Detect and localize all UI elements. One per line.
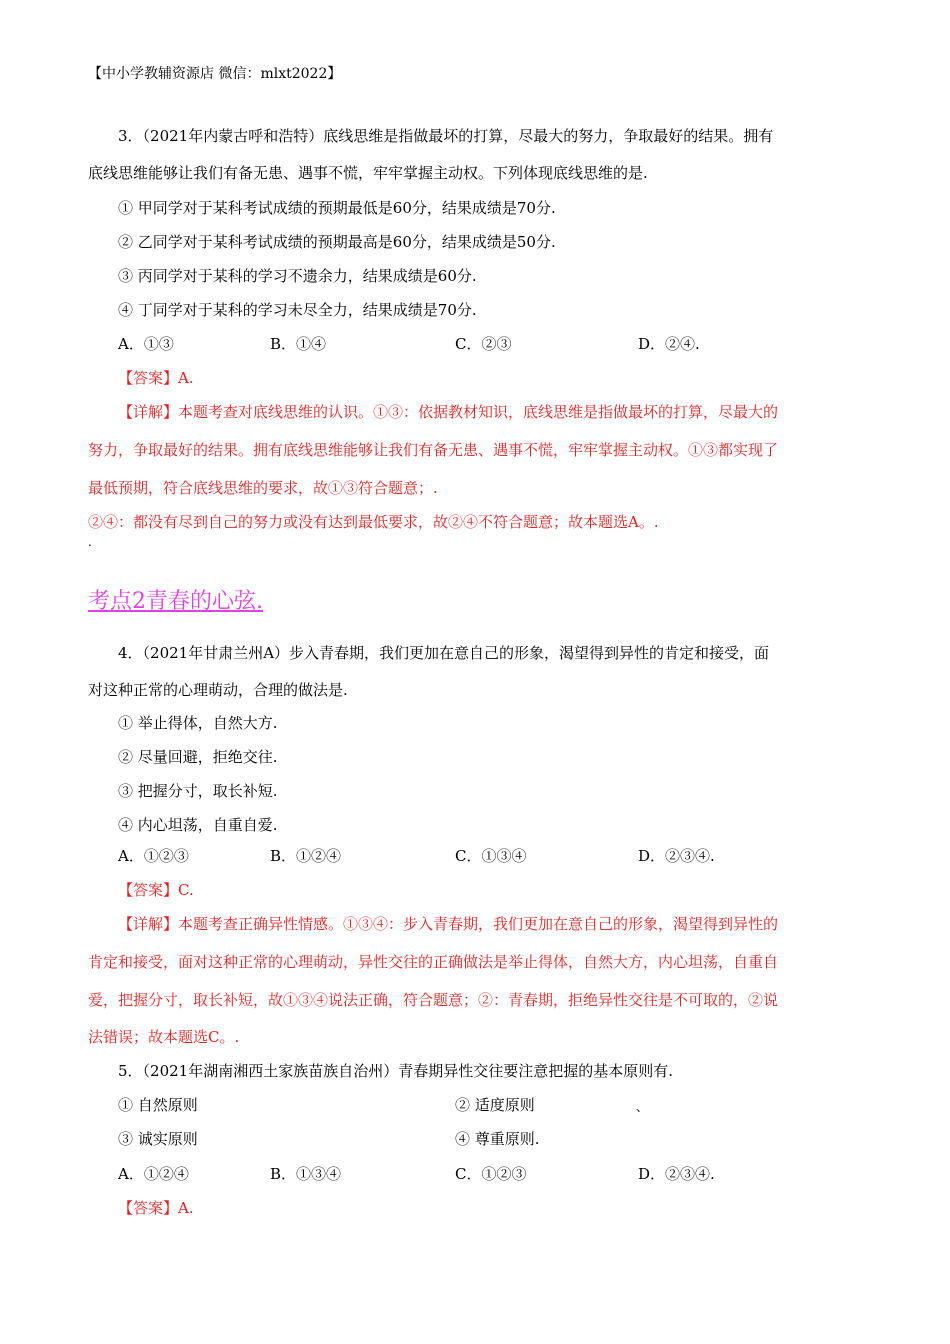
q5-option-a: A．①②④	[118, 1165, 189, 1183]
q3-item-1: ① 甲同学对于某科考试成绩的预期最低是60分，结果成绩是70分.	[118, 199, 556, 217]
q3-item-2: ② 乙同学对于某科考试成绩的预期最高是60分，结果成绩是50分.	[118, 233, 556, 251]
q5-mark: 、	[636, 1100, 649, 1114]
q4-stem-line-2: 对这种正常的心理萌动，合理的做法是.	[88, 681, 348, 699]
header-banner: 【中小学教辅资源店 微信：mlxt2022】	[88, 66, 342, 82]
q5-item-2: ② 适度原则	[455, 1096, 535, 1114]
q3-item-4: ④ 丁同学对于某科的学习未尽全力，结果成绩是70分.	[118, 301, 477, 319]
q4-item-4: ④ 内心坦荡，自重自爱.	[118, 816, 278, 834]
q4-item-2: ② 尽量回避，拒绝交往.	[118, 748, 278, 766]
q3-detail-line-2: 努力，争取最好的结果。拥有底线思维能够让我们有备无患、遇事不慌，牢牢掌握主动权。①③都实现了	[88, 441, 779, 459]
q3-option-d: D．②④.	[638, 335, 700, 353]
q4-detail-line-1: 【详解】本题考查正确异性情感。①③④：步入青春期，我们更加在意自己的形象，渴望得到异性的	[118, 915, 779, 933]
q3-option-c: C．②③	[455, 335, 512, 353]
q5-item-3: ③ 诚实原则	[118, 1130, 198, 1148]
q4-item-3: ③ 把握分寸，取长补短.	[118, 782, 278, 800]
q4-option-b: B．①②④	[270, 847, 342, 865]
q3-stem-line-2: 底线思维能够让我们有备无患、遇事不慌，牢牢掌握主动权。下列体现底线思维的是.	[88, 164, 648, 182]
q4-answer: 【答案】C.	[118, 881, 194, 899]
q5-option-b: B．①③④	[270, 1165, 342, 1183]
q3-detail-line-4: ②④：都没有尽到自己的努力或没有达到最低要求，故②④不符合题意；故本题选A。.	[88, 513, 659, 531]
q5-option-c: C．①②③	[455, 1165, 527, 1183]
section-heading: 考点2青春的心弦.	[88, 589, 263, 614]
q5-item-4: ④ 尊重原则.	[455, 1130, 540, 1148]
q5-answer: 【答案】A.	[118, 1199, 194, 1217]
q3-trail-mark: .	[88, 535, 92, 549]
q5-option-d: D．②③④.	[638, 1165, 715, 1183]
q4-detail-line-2: 肯定和接受，面对这种正常的心理萌动，异性交往的正确做法是举止得体，自然大方，内心坦荡，自重自	[88, 953, 779, 971]
q4-detail-line-4: 法错误；故本题选C。.	[88, 1028, 240, 1046]
q4-stem-line-1: 4．（2021年甘肃兰州A）步入青春期，我们更加在意自己的形象，渴望得到异性的肯定和接受，面	[118, 644, 770, 662]
q4-option-d: D．②③④.	[638, 847, 715, 865]
q3-answer: 【答案】A.	[118, 369, 194, 387]
q4-option-c: C．①③④	[455, 847, 527, 865]
q4-item-1: ① 举止得体，自然大方.	[118, 714, 278, 732]
q4-detail-line-3: 爱，把握分寸，取长补短，故①③④说法正确，符合题意；②：青春期，拒绝异性交往是不可取的，②说	[88, 991, 779, 1009]
q3-detail-line-1: 【详解】本题考查对底线思维的认识。①③：依据教材知识，底线思维是指做最坏的打算，尽最大的	[118, 403, 779, 421]
q3-item-3: ③ 丙同学对于某科的学习不遗余力，结果成绩是60分.	[118, 267, 477, 285]
q3-detail-line-3: 最低预期，符合底线思维的要求，故①③符合题意；.	[88, 479, 438, 497]
q3-stem-line-1: 3．（2021年内蒙古呼和浩特）底线思维是指做最坏的打算，尽最大的努力，争取最好的结果。拥有	[118, 127, 774, 145]
q5-stem-line-1: 5．（2021年湖南湘西土家族苗族自治州）青春期异性交往要注意把握的基本原则有.	[118, 1062, 673, 1080]
q3-option-b: B．①④	[270, 335, 327, 353]
q3-option-a: A．①③	[118, 335, 174, 353]
q4-option-a: A．①②③	[118, 847, 189, 865]
q5-item-1: ① 自然原则	[118, 1096, 198, 1114]
